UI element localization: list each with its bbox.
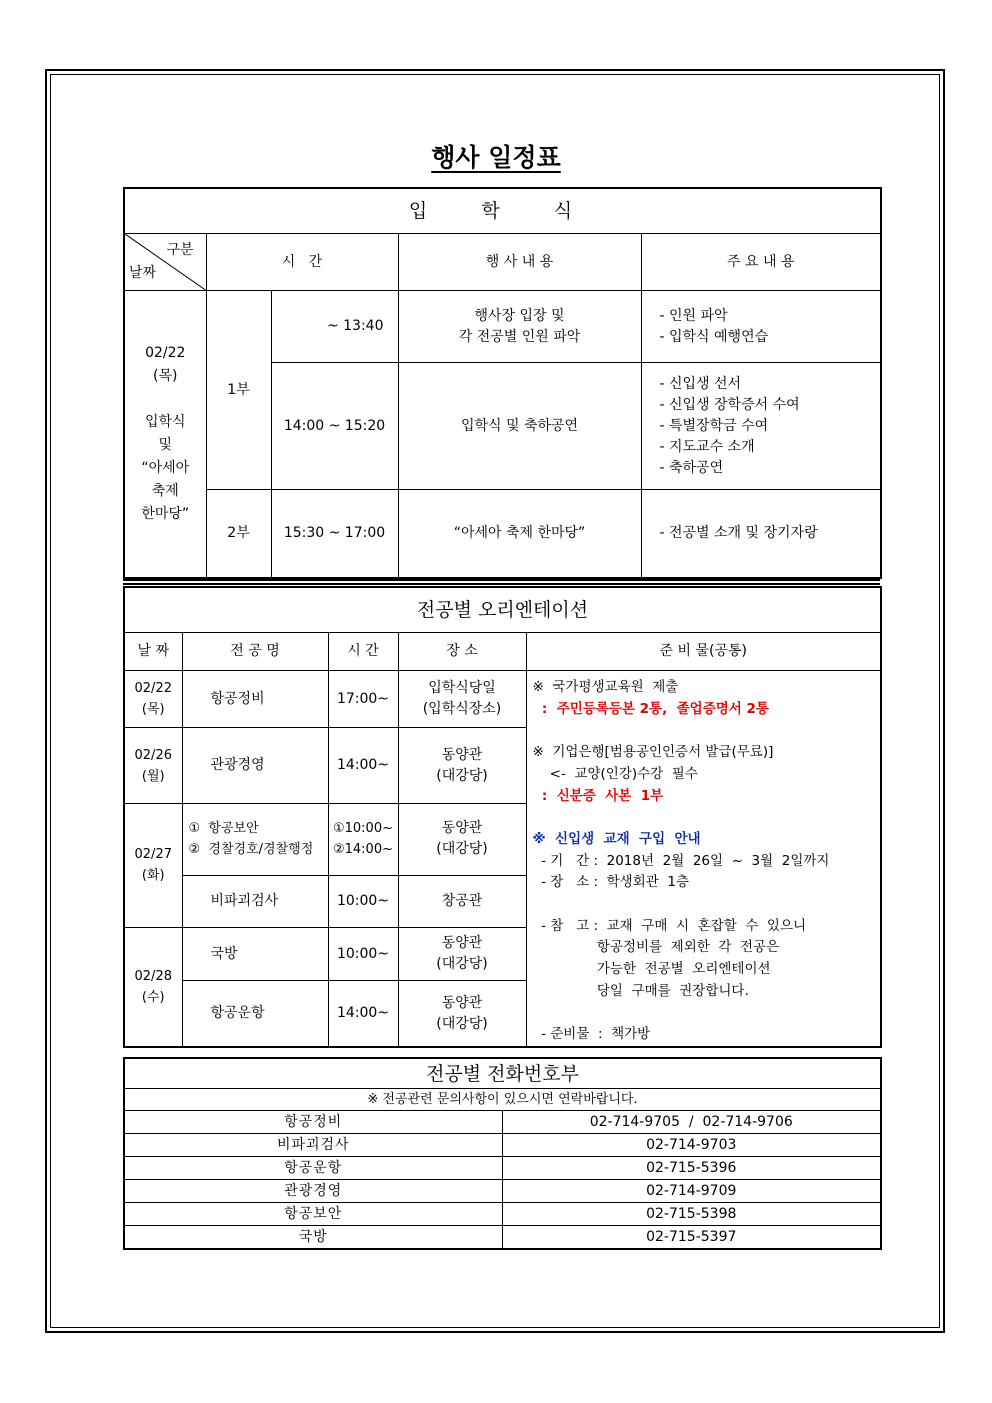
table-row <box>124 1134 881 1157</box>
time-cell: 10:00~ <box>328 875 398 927</box>
note-line: ※ 국가평생교육원 제출 <box>532 679 679 695</box>
col-time-header: 시 간 <box>206 234 398 291</box>
header-gubun: 구분 <box>166 242 194 258</box>
detail-line: - 특별장학금 수여 <box>659 417 769 434</box>
note-line: - 참 고 : 교재 구매 시 혼잡할 수 있으니 <box>532 917 807 934</box>
time-cell <box>328 804 398 876</box>
double-separator <box>123 579 880 585</box>
note-line: - 준비물 : 책가방 <box>532 1026 651 1043</box>
col-date-header: 날 짜 <box>124 633 182 671</box>
col-place-header: 장 소 <box>398 633 526 671</box>
date-line: 한마당” <box>141 505 190 522</box>
place-cell <box>398 671 526 728</box>
orientation-table <box>123 586 882 1048</box>
place-cell: 창공관 <box>398 875 526 927</box>
phonebook-major: 비파괴검사 <box>124 1134 502 1157</box>
date-line: 02/26 <box>134 747 172 763</box>
details-cell <box>641 291 881 363</box>
date-line: “아세아 <box>141 459 190 476</box>
note-line <box>533 807 881 829</box>
detail-line: - 입학식 예행연습 <box>659 328 769 345</box>
place-line: (입학식장소) <box>422 701 502 717</box>
major-line: ① 항공보안 <box>188 821 259 837</box>
date-cell <box>124 671 182 728</box>
detail-line: - 인원 파악 <box>659 307 728 324</box>
note-line: : 신분증 사본 1부 <box>532 787 664 804</box>
table-row <box>124 1180 881 1203</box>
event-cell: “아세아 축제 한마당” <box>398 490 641 578</box>
phonebook-table <box>123 1057 882 1250</box>
note-line: - 장 소 : 학생회관 1층 <box>532 874 689 891</box>
place-cell <box>398 728 526 804</box>
note-line: : 주민등록등본 2통, 졸업증명서 2통 <box>532 700 769 717</box>
place-line: 동양관 <box>441 746 483 763</box>
date-line: (화) <box>141 868 165 884</box>
time-cell: 15:30 ~ 17:00 <box>271 490 398 578</box>
phonebook-major: 항공운항 <box>124 1157 502 1180</box>
place-line: 동양관 <box>441 935 483 952</box>
phonebook-phone: 02-714-9709 <box>502 1180 881 1203</box>
col-main-header: 주 요 내 용 <box>641 234 881 291</box>
major-cell: 국방 <box>182 927 328 981</box>
orientation-heading: 전공별 오리엔테이션 <box>124 587 881 633</box>
time-cell: 10:00~ <box>328 927 398 981</box>
major-cell: 관광경영 <box>182 728 328 804</box>
place-line: (대강당) <box>436 1015 488 1032</box>
col-prep-header: 준 비 물(공통) <box>526 633 881 671</box>
detail-line: - 신입생 선서 <box>659 375 742 392</box>
ceremony-table <box>123 187 882 579</box>
detail-line: - 축하공연 <box>659 459 724 476</box>
date-cell <box>124 728 182 804</box>
place-line: 동양관 <box>441 820 483 837</box>
note-line: 당일 구매를 권장합니다. <box>532 982 749 999</box>
table-row <box>124 1226 881 1250</box>
place-line: 입학식당일 <box>428 680 496 696</box>
phonebook-heading: 전공별 전화번호부 <box>124 1058 881 1089</box>
date-line: 축제 <box>151 482 179 499</box>
ceremony-date-cell <box>124 291 206 578</box>
detail-line: - 신입생 장학증서 수여 <box>659 396 800 413</box>
note-line <box>533 720 881 742</box>
phonebook-major: 관광경영 <box>124 1180 502 1203</box>
date-line <box>125 388 206 411</box>
time-cell: 14:00~ <box>328 728 398 804</box>
diagonal-header-cell <box>124 234 206 291</box>
phonebook-major: 항공보안 <box>124 1203 502 1226</box>
ceremony-heading: 입 학 식 <box>124 188 881 234</box>
phonebook-notice: ※ 전공관련 문의사항이 있으시면 연락바랍니다. <box>124 1089 881 1111</box>
date-line: 02/22 <box>134 681 172 696</box>
phonebook-phone: 02-715-5397 <box>502 1226 881 1250</box>
time-cell: 14:00~ <box>328 981 398 1047</box>
note-line: <- 교양(인강)수강 필수 <box>532 765 698 782</box>
major-line: ② 경찰경호/경찰행정 <box>188 842 314 858</box>
place-line: (대강당) <box>436 767 488 784</box>
date-line: 02/22 <box>145 344 186 361</box>
time-cell: 14:00 ~ 15:20 <box>271 363 398 490</box>
table-row <box>124 1203 881 1226</box>
date-line: (월) <box>141 768 165 784</box>
details-cell: - 전공별 소개 및 장기자랑 <box>641 490 881 578</box>
note-line: - 기 간 : 2018년 2월 26일 ~ 3월 2일까지 <box>532 852 830 869</box>
place-cell <box>398 981 526 1047</box>
date-cell <box>124 927 182 1047</box>
place-line: 동양관 <box>441 994 483 1011</box>
col-major-header: 전 공 명 <box>182 633 328 671</box>
major-cell: 항공운항 <box>182 981 328 1047</box>
date-line: 및 <box>158 436 173 453</box>
phonebook-major: 국방 <box>124 1226 502 1250</box>
note-line: 가능한 전공별 오리엔테이션 <box>532 961 771 978</box>
note-line <box>533 894 881 916</box>
major-cell: 항공정비 <box>182 671 328 728</box>
note-line <box>533 1003 881 1025</box>
time-line: ②14:00~ <box>332 842 393 858</box>
date-line: (목) <box>153 367 178 384</box>
table-row <box>124 1157 881 1180</box>
time-cell: ~ 13:40 <box>271 291 398 363</box>
page-title: 행사 일정표 <box>431 143 561 172</box>
col-time-header: 시 간 <box>328 633 398 671</box>
date-cell <box>124 804 182 928</box>
place-cell <box>398 804 526 876</box>
table-row <box>124 1111 881 1134</box>
date-line: 02/28 <box>134 968 172 984</box>
details-cell <box>641 363 881 490</box>
note-line: ※ 신입생 교재 구입 안내 <box>532 830 701 847</box>
part-2-label: 2부 <box>206 490 271 578</box>
place-line: (대강당) <box>436 841 488 858</box>
phonebook-phone: 02-715-5396 <box>502 1157 881 1180</box>
header-date: 날짜 <box>129 265 157 281</box>
event-cell <box>398 291 641 363</box>
phonebook-major: 항공정비 <box>124 1111 502 1134</box>
date-line: (수) <box>141 989 165 1005</box>
place-cell <box>398 927 526 981</box>
phonebook-phone: 02-715-5398 <box>502 1203 881 1226</box>
detail-line: - 지도교수 소개 <box>659 438 755 455</box>
place-line: (대강당) <box>436 956 488 973</box>
note-line: 항공정비를 제외한 각 전공은 <box>532 939 780 956</box>
date-line: 입학식 <box>144 413 186 430</box>
phonebook-phone: 02-714-9703 <box>502 1134 881 1157</box>
time-cell: 17:00~ <box>328 671 398 728</box>
event-line: 행사장 입장 및 <box>474 307 565 324</box>
date-line: 02/27 <box>134 847 172 863</box>
event-line: 각 전공별 인원 파악 <box>458 328 581 345</box>
note-line: ※ 기업은행[범용공인인증서 발급(무료)] <box>532 744 774 761</box>
event-cell: 입학식 및 축하공연 <box>398 363 641 490</box>
time-line: ①10:00~ <box>332 821 393 837</box>
major-cell <box>182 804 328 876</box>
date-line: (목) <box>141 702 165 717</box>
phonebook-phone: 02-714-9705 / 02-714-9706 <box>502 1111 881 1134</box>
major-cell: 비파괴검사 <box>182 875 328 927</box>
part-1-label: 1부 <box>206 291 271 490</box>
prep-notes-cell <box>526 671 881 1047</box>
col-event-header: 행 사 내 용 <box>398 234 641 291</box>
